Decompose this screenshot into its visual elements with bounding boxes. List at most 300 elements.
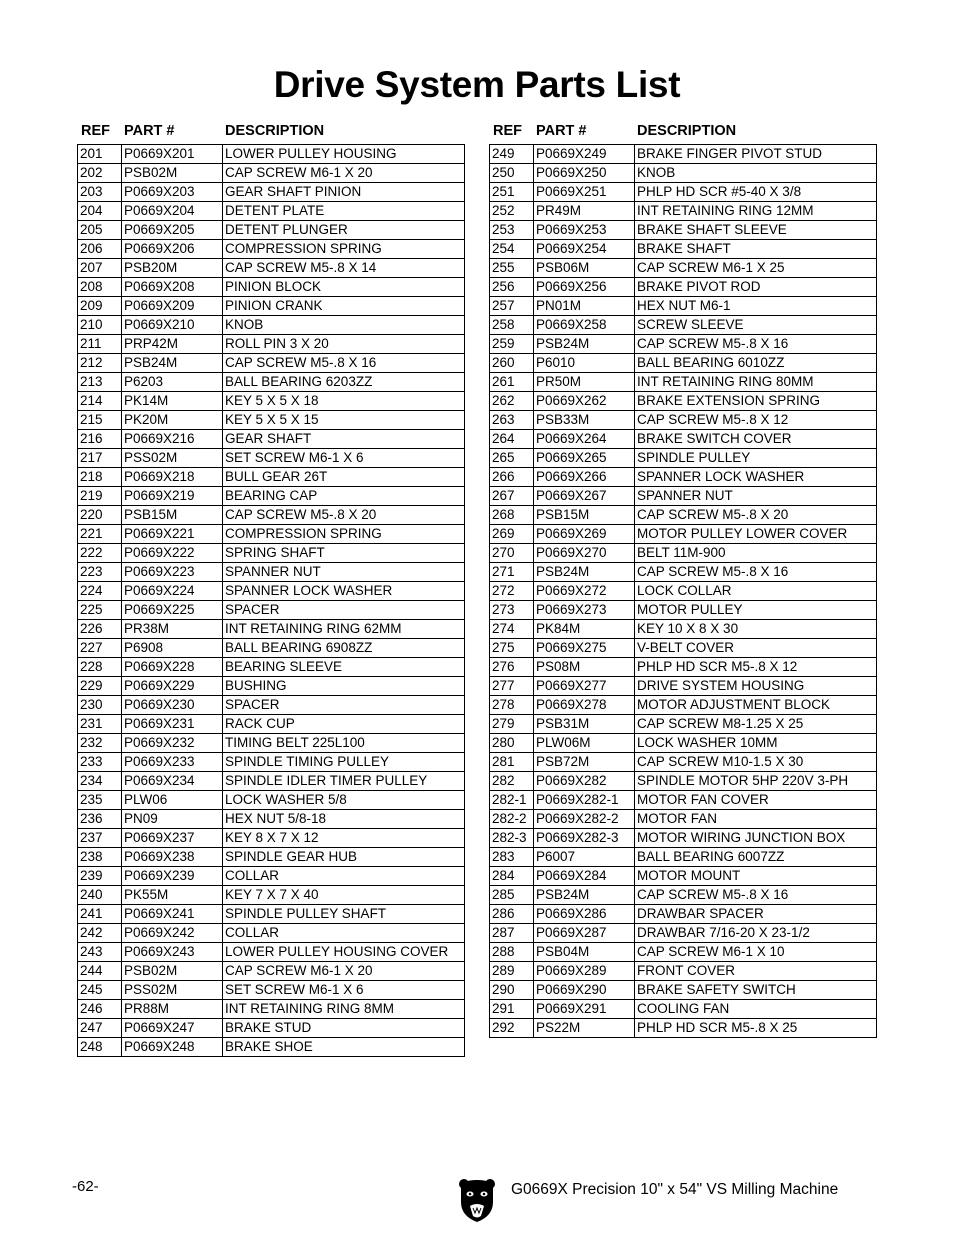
ref-cell: 218 xyxy=(78,468,122,487)
description-cell: COMPRESSION SPRING xyxy=(223,240,465,259)
table-header-left xyxy=(77,122,465,144)
description-cell: SPINDLE PULLEY SHAFT xyxy=(223,905,465,924)
parts-table-right xyxy=(489,144,877,1038)
ref-cell: 238 xyxy=(78,848,122,867)
page-title: Drive System Parts List xyxy=(273,64,681,105)
table-row xyxy=(78,221,465,240)
ref-cell: 256 xyxy=(490,278,534,297)
ref-cell: 282-2 xyxy=(490,810,534,829)
table-row xyxy=(490,430,877,449)
table-row xyxy=(78,202,465,221)
part-number-cell: P0669X267 xyxy=(534,487,635,506)
ref-cell: 269 xyxy=(490,525,534,544)
description-cell: SPINDLE PULLEY xyxy=(635,449,877,468)
description-cell: BULL GEAR 26T xyxy=(223,468,465,487)
part-number-cell: P0669X254 xyxy=(534,240,635,259)
part-number-cell: P0669X201 xyxy=(122,145,223,164)
ref-cell: 226 xyxy=(78,620,122,639)
description-cell: V-BELT COVER xyxy=(635,639,877,658)
part-number-cell: PSB31M xyxy=(534,715,635,734)
description-cell: BRAKE SHAFT SLEEVE xyxy=(635,221,877,240)
table-row xyxy=(490,886,877,905)
ref-cell: 255 xyxy=(490,259,534,278)
table-row xyxy=(78,772,465,791)
ref-cell: 207 xyxy=(78,259,122,278)
description-cell: PHLP HD SCR M5-.8 X 12 xyxy=(635,658,877,677)
description-cell: HEX NUT 5/8-18 xyxy=(223,810,465,829)
table-row xyxy=(490,506,877,525)
part-number-cell: P0669X282 xyxy=(534,772,635,791)
table-row xyxy=(490,601,877,620)
part-number-cell: P0669X237 xyxy=(122,829,223,848)
description-cell: GEAR SHAFT PINION xyxy=(223,183,465,202)
ref-cell: 284 xyxy=(490,867,534,886)
ref-cell: 262 xyxy=(490,392,534,411)
description-cell: KEY 7 X 7 X 40 xyxy=(223,886,465,905)
table-row xyxy=(78,278,465,297)
ref-cell: 209 xyxy=(78,297,122,316)
table-row xyxy=(78,658,465,677)
description-cell: SPANNER LOCK WASHER xyxy=(223,582,465,601)
ref-cell: 227 xyxy=(78,639,122,658)
ref-cell: 280 xyxy=(490,734,534,753)
part-number-cell: P0669X262 xyxy=(534,392,635,411)
ref-cell: 224 xyxy=(78,582,122,601)
description-cell: INT RETAINING RING 80MM xyxy=(635,373,877,392)
part-number-cell: P0669X204 xyxy=(122,202,223,221)
ref-cell: 212 xyxy=(78,354,122,373)
part-number-cell: PSS02M xyxy=(122,981,223,1000)
table-row xyxy=(78,354,465,373)
table-row xyxy=(78,449,465,468)
part-number-cell: P0669X239 xyxy=(122,867,223,886)
part-number-cell: P0669X251 xyxy=(534,183,635,202)
part-number-cell: PLW06M xyxy=(534,734,635,753)
table-row xyxy=(490,582,877,601)
table-row xyxy=(490,544,877,563)
description-cell: MOTOR FAN COVER xyxy=(635,791,877,810)
ref-cell: 292 xyxy=(490,1019,534,1038)
part-number-cell: P0669X253 xyxy=(534,221,635,240)
parts-table-left xyxy=(77,144,465,1057)
table-row xyxy=(78,639,465,658)
part-number-cell: P0669X223 xyxy=(122,563,223,582)
table-row xyxy=(78,335,465,354)
table-row xyxy=(78,183,465,202)
ref-cell: 239 xyxy=(78,867,122,886)
table-row xyxy=(78,316,465,335)
description-cell: BRAKE EXTENSION SPRING xyxy=(635,392,877,411)
description-cell: CAP SCREW M5-.8 X 16 xyxy=(635,886,877,905)
part-number-cell: P0669X250 xyxy=(534,164,635,183)
part-number-cell: P0669X234 xyxy=(122,772,223,791)
header-description: DESCRIPTION xyxy=(637,123,737,139)
table-header-right xyxy=(489,122,877,144)
table-row xyxy=(490,164,877,183)
description-cell: SPINDLE IDLER TIMER PULLEY xyxy=(223,772,465,791)
description-cell: SCREW SLEEVE xyxy=(635,316,877,335)
part-number-cell: P0669X284 xyxy=(534,867,635,886)
part-number-cell: PSB24M xyxy=(534,563,635,582)
table-row xyxy=(490,943,877,962)
ref-cell: 250 xyxy=(490,164,534,183)
description-cell: BRAKE STUD xyxy=(223,1019,465,1038)
ref-cell: 258 xyxy=(490,316,534,335)
ref-cell: 206 xyxy=(78,240,122,259)
table-row xyxy=(490,297,877,316)
ref-cell: 286 xyxy=(490,905,534,924)
ref-cell: 266 xyxy=(490,468,534,487)
ref-cell: 221 xyxy=(78,525,122,544)
part-number-cell: P0669X272 xyxy=(534,582,635,601)
table-row xyxy=(490,905,877,924)
description-cell: MOTOR MOUNT xyxy=(635,867,877,886)
part-number-cell: PK84M xyxy=(534,620,635,639)
table-row xyxy=(78,544,465,563)
description-cell: MOTOR PULLEY LOWER COVER xyxy=(635,525,877,544)
description-cell: DRAWBAR SPACER xyxy=(635,905,877,924)
table-row xyxy=(490,867,877,886)
description-cell: LOWER PULLEY HOUSING xyxy=(223,145,465,164)
ref-cell: 288 xyxy=(490,943,534,962)
part-number-cell: P0669X233 xyxy=(122,753,223,772)
part-number-cell: P0669X225 xyxy=(122,601,223,620)
part-number-cell: P0669X290 xyxy=(534,981,635,1000)
part-number-cell: P0669X205 xyxy=(122,221,223,240)
ref-cell: 210 xyxy=(78,316,122,335)
table-row xyxy=(490,620,877,639)
table-row xyxy=(78,259,465,278)
part-number-cell: P0669X291 xyxy=(534,1000,635,1019)
description-cell: CAP SCREW M5-.8 X 14 xyxy=(223,259,465,278)
ref-cell: 271 xyxy=(490,563,534,582)
description-cell: BALL BEARING 6007ZZ xyxy=(635,848,877,867)
ref-cell: 282-3 xyxy=(490,829,534,848)
description-cell: SPANNER NUT xyxy=(635,487,877,506)
table-row xyxy=(78,943,465,962)
description-cell: CAP SCREW M6-1 X 20 xyxy=(223,962,465,981)
description-cell: CAP SCREW M5-.8 X 20 xyxy=(635,506,877,525)
description-cell: LOCK WASHER 5/8 xyxy=(223,791,465,810)
description-cell: BRAKE SHAFT xyxy=(635,240,877,259)
table-row xyxy=(78,240,465,259)
description-cell: SET SCREW M6-1 X 6 xyxy=(223,449,465,468)
ref-cell: 241 xyxy=(78,905,122,924)
table-row xyxy=(490,753,877,772)
part-number-cell: P0669X258 xyxy=(534,316,635,335)
description-cell: SET SCREW M6-1 X 6 xyxy=(223,981,465,1000)
part-number-cell: P0669X229 xyxy=(122,677,223,696)
ref-cell: 270 xyxy=(490,544,534,563)
description-cell: HEX NUT M6-1 xyxy=(635,297,877,316)
part-number-cell: P0669X287 xyxy=(534,924,635,943)
part-number-cell: P0669X286 xyxy=(534,905,635,924)
ref-cell: 215 xyxy=(78,411,122,430)
description-cell: BALL BEARING 6203ZZ xyxy=(223,373,465,392)
part-number-cell: P0669X203 xyxy=(122,183,223,202)
part-number-cell: P0669X206 xyxy=(122,240,223,259)
table-row xyxy=(490,981,877,1000)
ref-cell: 263 xyxy=(490,411,534,430)
table-row xyxy=(490,1000,877,1019)
description-cell: LOCK COLLAR xyxy=(635,582,877,601)
grizzly-bear-icon xyxy=(457,1176,497,1224)
ref-cell: 272 xyxy=(490,582,534,601)
header-ref: REF xyxy=(493,123,522,139)
table-row xyxy=(78,696,465,715)
description-cell: MOTOR WIRING JUNCTION BOX xyxy=(635,829,877,848)
description-cell: COLLAR xyxy=(223,924,465,943)
table-row xyxy=(490,848,877,867)
table-row xyxy=(78,620,465,639)
ref-cell: 219 xyxy=(78,487,122,506)
description-cell: PINION BLOCK xyxy=(223,278,465,297)
description-cell: SPANNER NUT xyxy=(223,563,465,582)
part-number-cell: P0669X238 xyxy=(122,848,223,867)
part-number-cell: P0669X266 xyxy=(534,468,635,487)
description-cell: COMPRESSION SPRING xyxy=(223,525,465,544)
description-cell: BRAKE SAFETY SWITCH xyxy=(635,981,877,1000)
ref-cell: 242 xyxy=(78,924,122,943)
description-cell: SPANNER LOCK WASHER xyxy=(635,468,877,487)
ref-cell: 216 xyxy=(78,430,122,449)
part-number-cell: P0669X231 xyxy=(122,715,223,734)
part-number-cell: P0669X282-3 xyxy=(534,829,635,848)
ref-cell: 276 xyxy=(490,658,534,677)
ref-cell: 203 xyxy=(78,183,122,202)
ref-cell: 217 xyxy=(78,449,122,468)
ref-cell: 248 xyxy=(78,1038,122,1057)
table-row xyxy=(78,297,465,316)
table-row xyxy=(78,145,465,164)
table-row xyxy=(78,924,465,943)
part-number-cell: PS08M xyxy=(534,658,635,677)
table-row xyxy=(78,506,465,525)
part-number-cell: PK55M xyxy=(122,886,223,905)
description-cell: CAP SCREW M6-1 X 10 xyxy=(635,943,877,962)
part-number-cell: PSB24M xyxy=(534,886,635,905)
table-row xyxy=(78,1038,465,1057)
part-number-cell: P0669X242 xyxy=(122,924,223,943)
ref-cell: 281 xyxy=(490,753,534,772)
ref-cell: 232 xyxy=(78,734,122,753)
table-row xyxy=(78,1019,465,1038)
part-number-cell: P0669X219 xyxy=(122,487,223,506)
table-row xyxy=(78,563,465,582)
part-number-cell: PK14M xyxy=(122,392,223,411)
part-number-cell: PK20M xyxy=(122,411,223,430)
description-cell: DRIVE SYSTEM HOUSING xyxy=(635,677,877,696)
description-cell: SPINDLE GEAR HUB xyxy=(223,848,465,867)
description-cell: DETENT PLUNGER xyxy=(223,221,465,240)
description-cell: SPACER xyxy=(223,601,465,620)
table-row xyxy=(490,734,877,753)
table-row xyxy=(490,696,877,715)
part-number-cell: P0669X243 xyxy=(122,943,223,962)
table-row xyxy=(490,354,877,373)
part-number-cell: PLW06 xyxy=(122,791,223,810)
table-row xyxy=(78,791,465,810)
page-number: -62- xyxy=(72,1178,99,1195)
table-row xyxy=(490,639,877,658)
part-number-cell: PSB02M xyxy=(122,962,223,981)
description-cell: BRAKE FINGER PIVOT STUD xyxy=(635,145,877,164)
description-cell: COLLAR xyxy=(223,867,465,886)
ref-cell: 240 xyxy=(78,886,122,905)
description-cell: MOTOR ADJUSTMENT BLOCK xyxy=(635,696,877,715)
table-row xyxy=(490,677,877,696)
description-cell: CAP SCREW M6-1 X 20 xyxy=(223,164,465,183)
part-number-cell: PRP42M xyxy=(122,335,223,354)
ref-cell: 290 xyxy=(490,981,534,1000)
part-number-cell: P0669X218 xyxy=(122,468,223,487)
part-number-cell: PSS02M xyxy=(122,449,223,468)
ref-cell: 254 xyxy=(490,240,534,259)
description-cell: SPINDLE TIMING PULLEY xyxy=(223,753,465,772)
table-row xyxy=(490,772,877,791)
ref-cell: 287 xyxy=(490,924,534,943)
ref-cell: 278 xyxy=(490,696,534,715)
ref-cell: 253 xyxy=(490,221,534,240)
ref-cell: 204 xyxy=(78,202,122,221)
ref-cell: 213 xyxy=(78,373,122,392)
ref-cell: 268 xyxy=(490,506,534,525)
description-cell: KEY 5 X 5 X 15 xyxy=(223,411,465,430)
ref-cell: 251 xyxy=(490,183,534,202)
ref-cell: 233 xyxy=(78,753,122,772)
part-number-cell: P6010 xyxy=(534,354,635,373)
ref-cell: 291 xyxy=(490,1000,534,1019)
description-cell: PHLP HD SCR M5-.8 X 25 xyxy=(635,1019,877,1038)
table-row xyxy=(78,373,465,392)
part-number-cell: P0669X282-1 xyxy=(534,791,635,810)
part-number-cell: P6908 xyxy=(122,639,223,658)
table-row xyxy=(490,1019,877,1038)
description-cell: CAP SCREW M5-.8 X 16 xyxy=(223,354,465,373)
ref-cell: 208 xyxy=(78,278,122,297)
part-number-cell: P0669X216 xyxy=(122,430,223,449)
part-number-cell: P0669X230 xyxy=(122,696,223,715)
ref-cell: 277 xyxy=(490,677,534,696)
table-row xyxy=(78,962,465,981)
ref-cell: 220 xyxy=(78,506,122,525)
description-cell: CAP SCREW M5-.8 X 16 xyxy=(635,335,877,354)
part-number-cell: P0669X289 xyxy=(534,962,635,981)
part-number-cell: PR49M xyxy=(534,202,635,221)
part-number-cell: P0669X221 xyxy=(122,525,223,544)
table-row xyxy=(490,962,877,981)
part-number-cell: PSB02M xyxy=(122,164,223,183)
header-description: DESCRIPTION xyxy=(225,123,325,139)
part-number-cell: P0669X228 xyxy=(122,658,223,677)
table-row xyxy=(78,164,465,183)
ref-cell: 274 xyxy=(490,620,534,639)
description-cell: RACK CUP xyxy=(223,715,465,734)
description-cell: KNOB xyxy=(223,316,465,335)
part-number-cell: PSB24M xyxy=(534,335,635,354)
header-ref: REF xyxy=(81,123,110,139)
table-row xyxy=(78,525,465,544)
description-cell: DRAWBAR 7/16-20 X 23-1/2 xyxy=(635,924,877,943)
ref-cell: 230 xyxy=(78,696,122,715)
table-row xyxy=(78,734,465,753)
ref-cell: 257 xyxy=(490,297,534,316)
ref-cell: 282 xyxy=(490,772,534,791)
ref-cell: 237 xyxy=(78,829,122,848)
part-number-cell: PN01M xyxy=(534,297,635,316)
table-row xyxy=(78,810,465,829)
description-cell: CAP SCREW M6-1 X 25 xyxy=(635,259,877,278)
ref-cell: 252 xyxy=(490,202,534,221)
description-cell: BRAKE SHOE xyxy=(223,1038,465,1057)
part-number-cell: P0669X208 xyxy=(122,278,223,297)
table-row xyxy=(78,392,465,411)
ref-cell: 245 xyxy=(78,981,122,1000)
ref-cell: 267 xyxy=(490,487,534,506)
part-number-cell: P0669X232 xyxy=(122,734,223,753)
part-number-cell: P0669X273 xyxy=(534,601,635,620)
table-row xyxy=(78,867,465,886)
description-cell: BUSHING xyxy=(223,677,465,696)
ref-cell: 201 xyxy=(78,145,122,164)
footer-title: G0669X Precision 10" x 54" VS Milling Machine xyxy=(511,1181,839,1198)
description-cell: PINION CRANK xyxy=(223,297,465,316)
part-number-cell: P0669X247 xyxy=(122,1019,223,1038)
ref-cell: 285 xyxy=(490,886,534,905)
part-number-cell: PSB72M xyxy=(534,753,635,772)
part-number-cell: P6007 xyxy=(534,848,635,867)
table-row xyxy=(78,715,465,734)
part-number-cell: PSB06M xyxy=(534,259,635,278)
description-cell: BELT 11M-900 xyxy=(635,544,877,563)
description-cell: BALL BEARING 6908ZZ xyxy=(223,639,465,658)
part-number-cell: P0669X248 xyxy=(122,1038,223,1057)
part-number-cell: P0669X241 xyxy=(122,905,223,924)
ref-cell: 264 xyxy=(490,430,534,449)
description-cell: CAP SCREW M10-1.5 X 30 xyxy=(635,753,877,772)
ref-cell: 246 xyxy=(78,1000,122,1019)
ref-cell: 283 xyxy=(490,848,534,867)
description-cell: DETENT PLATE xyxy=(223,202,465,221)
table-row xyxy=(490,411,877,430)
description-cell: KEY 5 X 5 X 18 xyxy=(223,392,465,411)
parts-column-left xyxy=(77,122,465,1057)
part-number-cell: PR38M xyxy=(122,620,223,639)
ref-cell: 222 xyxy=(78,544,122,563)
table-row xyxy=(490,278,877,297)
table-row xyxy=(490,791,877,810)
table-row xyxy=(78,1000,465,1019)
table-row xyxy=(490,563,877,582)
part-number-cell: PR50M xyxy=(534,373,635,392)
part-number-cell: P0669X256 xyxy=(534,278,635,297)
table-row xyxy=(490,525,877,544)
table-row xyxy=(490,829,877,848)
table-row xyxy=(490,202,877,221)
description-cell: KNOB xyxy=(635,164,877,183)
description-cell: LOWER PULLEY HOUSING COVER xyxy=(223,943,465,962)
ref-cell: 211 xyxy=(78,335,122,354)
table-row xyxy=(490,373,877,392)
part-number-cell: P0669X224 xyxy=(122,582,223,601)
ref-cell: 234 xyxy=(78,772,122,791)
part-number-cell: P0669X249 xyxy=(534,145,635,164)
ref-cell: 244 xyxy=(78,962,122,981)
ref-cell: 282-1 xyxy=(490,791,534,810)
ref-cell: 205 xyxy=(78,221,122,240)
table-row xyxy=(78,468,465,487)
table-row xyxy=(490,335,877,354)
